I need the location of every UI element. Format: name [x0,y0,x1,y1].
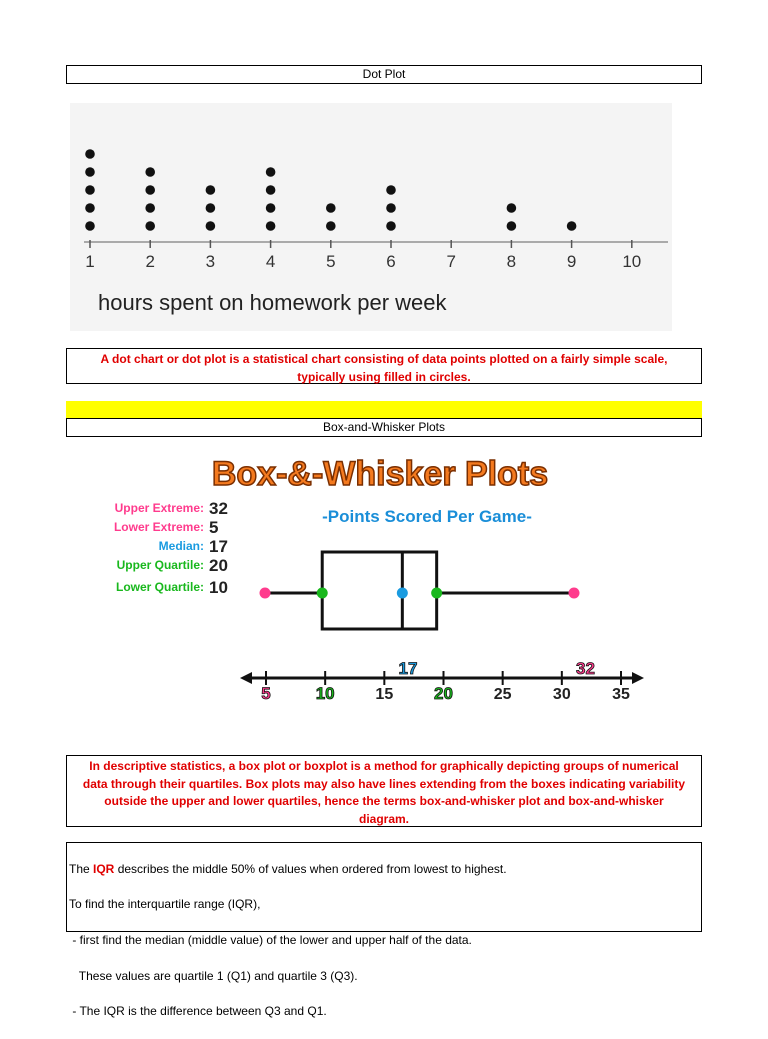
dot-plot-dot-4-2 [266,203,276,213]
dot-plot-dot-4-4 [266,167,276,177]
dot-plot-dot-2-1 [145,221,155,231]
dot-plot-dot-1-5 [85,149,95,159]
box-plot-header [66,418,702,437]
dot-plot-dot-2-3 [145,185,155,195]
legend-label-4: Lower Quartile: [115,580,204,594]
dot-plot-tick-label-10: 10 [622,252,642,271]
number-line-label-30: 30 [552,686,571,703]
dot-plot-tick-label-6: 6 [386,252,396,271]
dot-plot-dot-2-2 [145,203,155,213]
dot-plot-dot-3-1 [206,221,216,231]
dot-plot-tick-label-3: 3 [205,252,216,271]
box-plot-header-text: Box-and-Whisker Plots [322,420,446,434]
number-line-label-25: 25 [493,686,512,703]
legend-value-0: 32 [209,499,228,518]
dot-plot-dot-6-1 [386,221,396,231]
box-point-max [569,588,580,599]
dot-plot-tick-label-8: 8 [506,252,517,271]
dot-plot-header-text: Dot Plot [362,67,406,81]
dot-plot-tick-label-9: 9 [566,252,577,271]
dot-plot-dot-1-3 [85,185,95,195]
iqr-line-1-post: describes the middle 50% of values when ordered from lowest to highest. [114,861,507,876]
dot-plot-dot-2-4 [145,167,155,177]
box [322,552,436,629]
number-line-highlight-32: 32 [576,659,595,678]
legend-label-2: Median: [158,539,204,553]
dot-plot-dot-8-2 [507,203,517,213]
iqr-line-1-pre: The [69,861,94,876]
legend-label-1: Lower Extreme: [113,520,204,534]
dot-plot-xlabel: hours spent on homework per week [98,290,447,315]
iqr-line-5: - The IQR is the difference between Q3 and Q1. [69,1004,327,1019]
number-line-highlight-5: 5 [261,684,271,703]
number-line-left-arrow [240,672,252,684]
dot-plot-dot-1-2 [85,203,95,213]
number-line-highlight-10: 10 [315,684,335,703]
dot-plot-dot-6-3 [386,185,396,195]
iqr-line-3: - first find the median (middle value) of the lower and upper half of the data. [69,932,472,947]
number-line-highlight-17: 17 [398,659,418,678]
dot-plot-dot-8-1 [507,221,517,231]
dot-plot-dot-4-1 [266,221,276,231]
dot-plot-dot-5-2 [326,203,336,213]
number-line-highlight-20: 20 [434,684,453,703]
dot-plot-dot-1-1 [85,221,95,231]
dot-plot-header [66,65,702,84]
box-plot-caption-text: In descriptive statistics, a box plot or boxplot is a method for graphically depicting groups of numerical data through their quartiles. Box plots may also have lines extending from the boxes indicating variability outside the upper and lower quartiles, hence the terms box-and-whisker plot and box-and-whisker diagram. [82,759,686,826]
dot-plot-dot-4-3 [266,185,276,195]
box-plot-title: Box-&-Whisker Plots [211,455,549,493]
dot-plot-tick-label-7: 7 [446,252,456,271]
dot-plot-dot-3-2 [206,203,216,213]
box-point-q1 [317,588,328,599]
iqr-line-4: These values are quartile 1 (Q1) and quartile 3 (Q3). [69,968,358,983]
dot-plot-caption-text: A dot chart or dot plot is a statistical chart consisting of data points plotted on a fairly simple scale, typically using filled in circles. [100,352,668,384]
dot-plot-chart [70,103,672,331]
dot-plot-dot-3-3 [206,185,216,195]
box-plot-caption [66,755,702,827]
number-line-label-35: 35 [612,686,630,703]
legend-value-3: 20 [209,556,228,575]
dot-plot-caption [66,348,702,384]
box-point-median [397,588,408,599]
dot-plot-tick-label-4: 4 [265,252,276,271]
box-point-min [260,588,271,599]
iqr-line-1 [69,861,699,879]
number-line-right-arrow [632,672,644,684]
number-line-label-15: 15 [375,686,394,703]
yellow-separator [66,401,702,418]
legend-value-4: 10 [209,578,228,597]
dot-plot-dot-6-2 [386,203,396,213]
dot-plot-dot-5-1 [326,221,336,231]
box-plot-subtitle: -Points Scored Per Game- [322,507,532,526]
dot-plot-dot-1-4 [85,167,95,177]
legend-value-2: 17 [209,537,228,556]
iqr-note [66,842,702,1019]
iqr-highlight: IQR [93,861,115,876]
dot-plot-tick-label-2: 2 [145,252,155,271]
dot-plot-tick-label-1: 1 [85,252,95,271]
box-plot-chart [90,445,670,720]
dot-plot-tick-label-5: 5 [326,252,336,271]
legend-label-3: Upper Quartile: [116,558,204,572]
iqr-line-2: To find the interquartile range (IQR), [69,897,261,912]
legend-label-0: Upper Extreme: [114,501,204,515]
legend-value-1: 5 [209,518,219,537]
dot-plot-dot-9-1 [567,221,577,231]
box-point-q3 [431,588,442,599]
